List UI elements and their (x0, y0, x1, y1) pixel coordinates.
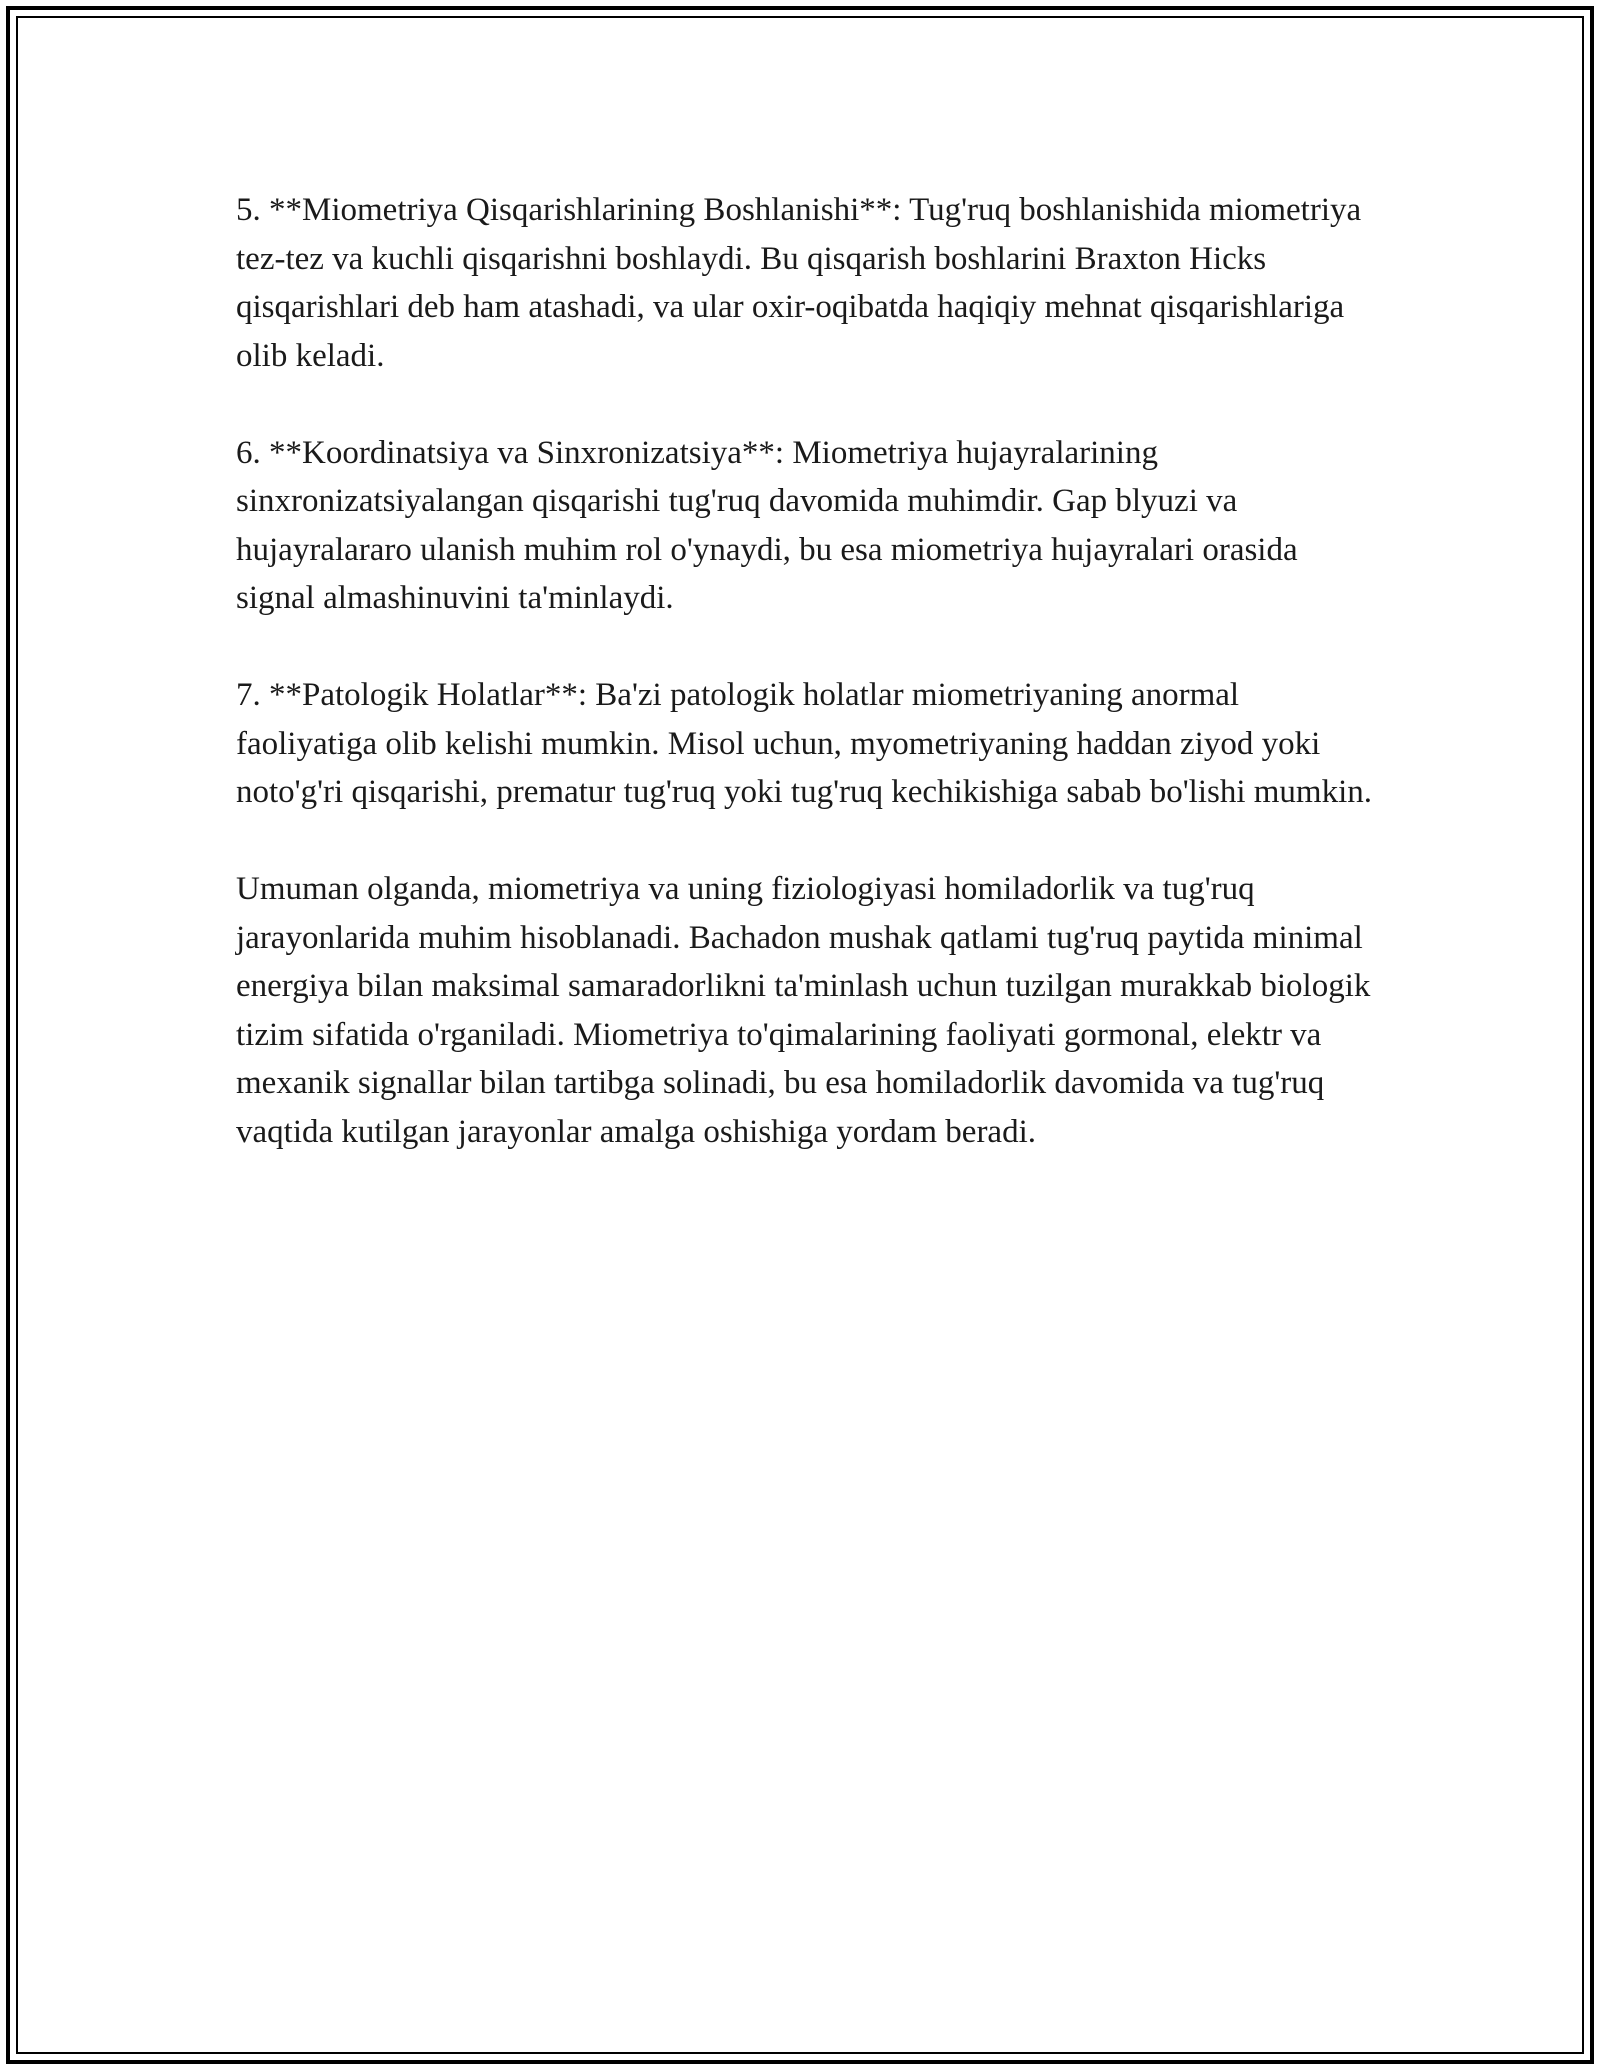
paragraph-miometriya-qisqarishlari: 5. **Miometriya Qisqarishlarining Boshlanishi**: Tug'ruq boshlanishida miometriya tez-tez va kuchli qisqarishni boshlaydi. Bu qisqarish boshlarini Braxton Hicks qisqarishlari deb ham atashadi, va ular oxir-oqibatda haqiqiy mehnat qisqarishlariga olib keladi. (236, 192, 1362, 374)
document-body (236, 186, 1376, 1156)
paragraph-conclusion: Umuman olganda, miometriya va uning fiziologiyasi homiladorlik va tug'ruq jarayonlarida muhim hisoblanadi. Bachadon mushak qatlami tug'ruq paytida minimal energiya bilan maksimal samaradorlikni ta'minlash uchun tuzilgan murakkab biologik tizim sifatida o'rganiladi. Miometriya to'qimalarining faoliyati gormonal, elektr va mexanik signallar bilan tartibga solinadi, bu esa homiladorlik davomida va tug'ruq vaqtida kutilgan jarayonlar amalga oshishiga yordam beradi. (236, 871, 1371, 1150)
paragraph-koordinatsiya: 6. **Koordinatsiya va Sinxronizatsiya**: Miometriya hujayralarining sinxronizatsiyalangan qisqarishi tug'ruq davomida muhimdir. Gap blyuzi va hujayralararo ulanish muhim rol o'ynaydi, bu esa miometriya hujayralari orasida signal almashinuvini ta'minlaydi. (236, 434, 1298, 616)
paragraph-patologik-holatlar: 7. **Patologik Holatlar**: Ba'zi patologik holatlar miometriyaning anormal faoliyatiga olib kelishi mumkin. Misol uchun, myometriyaning haddan ziyod yoki noto'g'ri qisqarishi, prematur tug'ruq yoki tug'ruq kechikishiga sabab bo'lishi mumkin. (236, 677, 1373, 810)
